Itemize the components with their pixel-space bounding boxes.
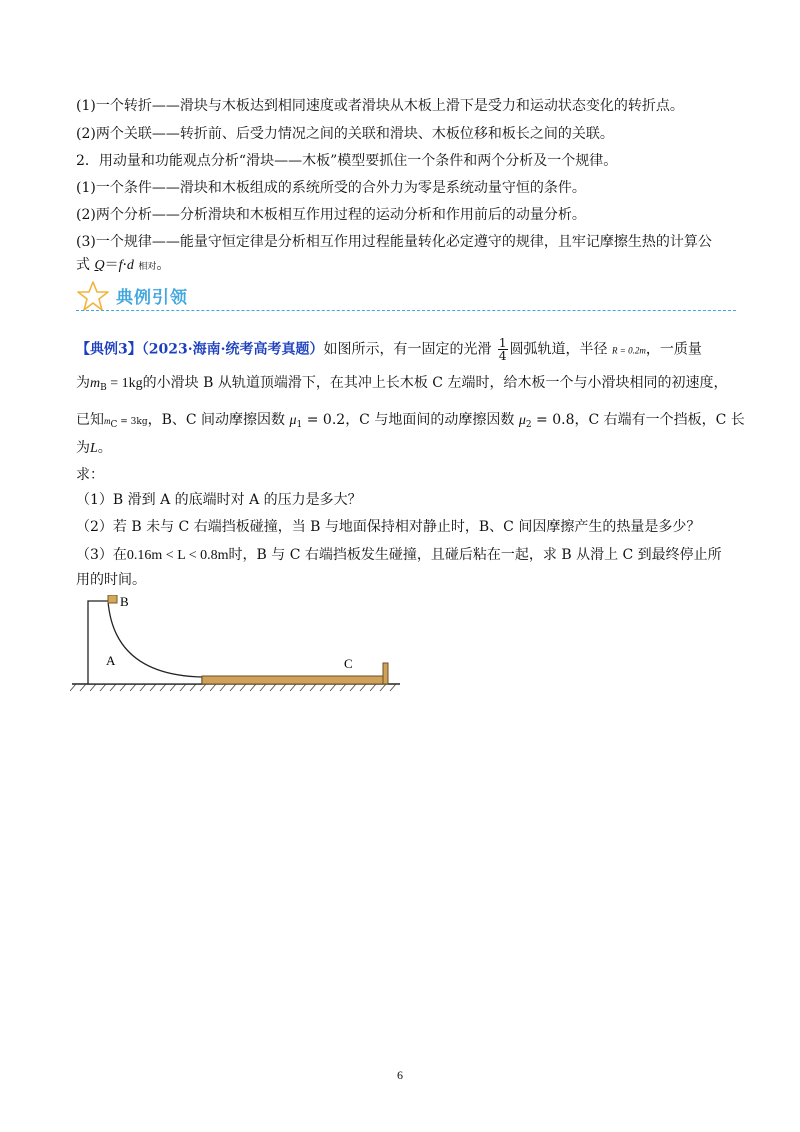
- mu1-value: = 0.2: [302, 412, 346, 428]
- banner-title: 典例引领: [116, 288, 188, 308]
- intro-line-5: (2)两个分析——分析滑块和木板相互作用过程的运动分析和作用前后的动量分析。: [76, 207, 586, 223]
- section-banner: [76, 280, 736, 312]
- example-source: （2023·海南·统考高考真题）: [141, 341, 324, 358]
- intro-line-3: 2．用动量和功能观点分析“滑块——木板”模型要抓住一个条件和两个分析及一个规律。: [76, 153, 618, 169]
- example-line-3: 已知$m_C = 3kg$，B、C 间动摩擦因数 $\mu_1 = 0.2$，C 与地面间的动摩擦因数 $\mu_2 = 0.8$，C 右端有一个挡板，C 长: [76, 412, 745, 430]
- intro-line-2: (2)两个关联——转折前、后受力情况之间的关联和滑块、木板位移和板长之间的关联。: [76, 126, 614, 142]
- example-line-1: 【典例3】（2023·海南·统考高考真题）如图所示，有一固定的光滑 $\frac{1}{4}$ 圆弧轨道，半径 R = 0.2m，一质量: [76, 336, 702, 363]
- ask-label: 求：: [76, 467, 104, 483]
- radius-value: R = 0.2m: [612, 345, 646, 356]
- label-a: A: [106, 653, 116, 668]
- intro-line-1: (1)一个转折——滑块与木板达到相同速度或者滑块从木板上滑下是受力和运动状态变化的转折点。: [76, 98, 684, 114]
- label-c: C: [344, 656, 353, 671]
- intro-line-7: 式 Q＝f·d 相对。: [76, 257, 171, 273]
- ground-hatching: [70, 684, 396, 691]
- quarter-fraction: $\frac{1}{4}$: [498, 336, 507, 363]
- page-number: 6: [397, 1068, 403, 1082]
- arc-track-a: [88, 601, 202, 684]
- length-range: 0.16m < L < 0.8m: [126, 548, 229, 563]
- slider-b: [108, 595, 117, 603]
- question-2: （2）若 B 未与 C 右端挡板碰撞，当 B 与地面保持相对静止时，B、C 间因摩擦产生的热量是多少？: [76, 519, 701, 535]
- question-1: （1）B 滑到 A 的底端时对 A 的压力是多大？: [76, 492, 362, 508]
- track-diagram: [70, 595, 410, 695]
- example-label: 【典例3】: [76, 341, 142, 358]
- example-line-4: 为L。: [76, 440, 112, 456]
- banner-divider: [76, 310, 736, 311]
- formula-q: Q: [94, 258, 105, 273]
- board-c: [202, 676, 386, 684]
- intro-line-6: (3)一个规律——能量守恒定律是分析相互作用过程能量转化必定遵守的规律，且牢记摩擦生热的计算公: [76, 234, 712, 250]
- question-3-cont: 用的时间。: [76, 572, 146, 588]
- mass-b-value: = 1kg: [106, 376, 143, 391]
- label-b: B: [120, 595, 129, 609]
- baffle: [383, 663, 388, 684]
- intro-line-4: (1)一个条件——滑块和木板组成的系统所受的合外力为零是系统动量守恒的条件。: [76, 180, 586, 196]
- example-line-2: 为$m_B = 1kg$的小滑块 B 从轨道顶端滑下，在其冲上长木板 C 左端时，给木板一个与小滑块相同的初速度，: [76, 375, 728, 393]
- star-icon: [76, 280, 110, 312]
- question-3: （3）在0.16m < L < 0.8m时，B 与 C 右端挡板发生碰撞，且碰后粘在一起，求 B 从滑上 C 到最终停止所: [76, 547, 722, 563]
- mass-c-value: = 3kg: [117, 417, 148, 427]
- mu2-value: = 0.8: [531, 412, 575, 428]
